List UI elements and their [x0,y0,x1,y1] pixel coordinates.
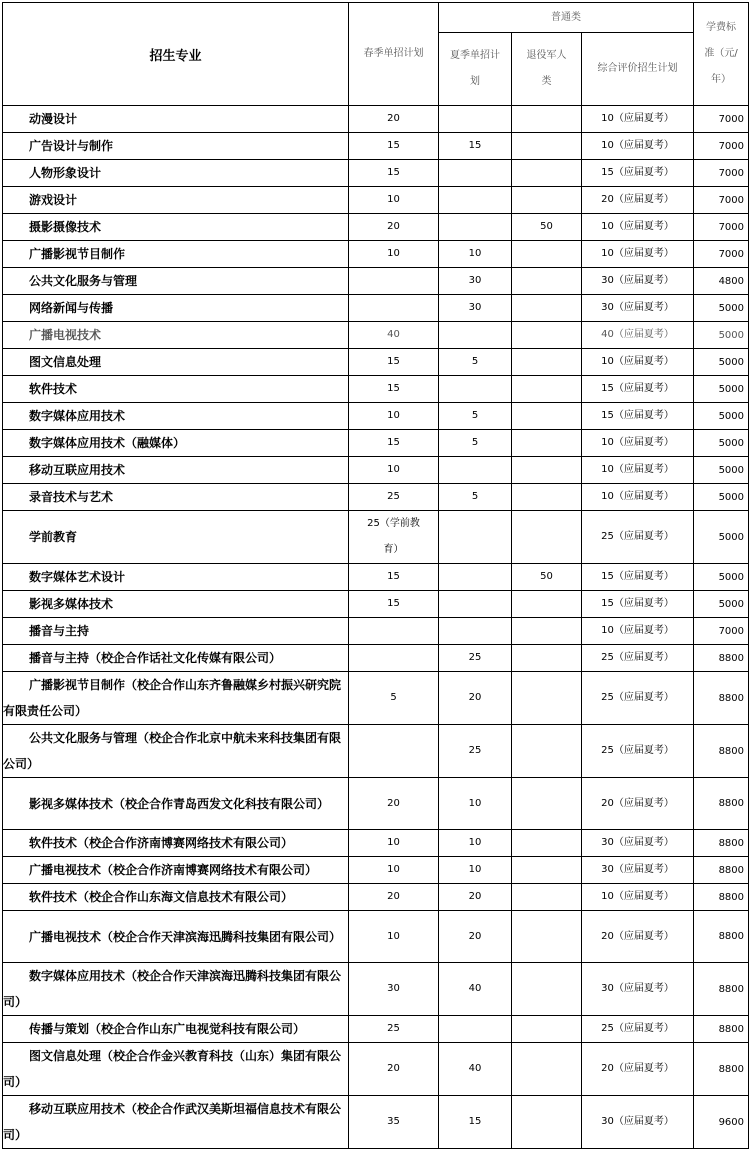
comprehensive-cell: 15（应届夏考） [582,564,694,591]
comprehensive-cell: 15（应届夏考） [582,376,694,403]
summer-cell: 25 [439,645,512,672]
spring-cell: 20 [349,106,439,133]
summer-cell: 25 [439,725,512,778]
veteran-cell: 50 [512,564,582,591]
spring-cell: 30 [349,963,439,1016]
summer-cell [439,511,512,564]
veteran-cell [512,618,582,645]
comprehensive-cell: 30（应届夏考） [582,830,694,857]
comprehensive-cell: 10（应届夏考） [582,884,694,911]
fee-cell: 5000 [694,322,749,349]
major-cell: 软件技术（校企合作济南博赛网络技术有限公司） [3,830,349,857]
table-row [3,618,749,645]
major-cell: 数字媒体应用技术（校企合作天津滨海迅腾科技集团有限公司） [3,963,349,1016]
table-row [3,857,749,884]
veteran-cell: 50 [512,214,582,241]
major-cell: 移动互联应用技术（校企合作武汉美斯坦福信息技术有限公司） [3,1096,349,1149]
major-cell: 公共文化服务与管理（校企合作北京中航未来科技集团有限公司） [3,725,349,778]
major-cell: 播音与主持 [3,618,349,645]
veteran-cell [512,349,582,376]
header-spring: 春季单招计划 [349,3,439,106]
table-row [3,830,749,857]
spring-cell: 10 [349,857,439,884]
veteran-cell [512,963,582,1016]
major-cell: 动漫设计 [3,106,349,133]
spring-cell [349,618,439,645]
major-cell: 广播影视节目制作 [3,241,349,268]
summer-cell [439,1016,512,1043]
major-cell: 广播电视技术（校企合作天津滨海迅腾科技集团有限公司） [3,911,349,963]
comprehensive-cell: 30（应届夏考） [582,295,694,322]
spring-cell [349,725,439,778]
spring-cell [349,268,439,295]
major-cell: 传播与策划（校企合作山东广电视觉科技有限公司） [3,1016,349,1043]
spring-cell: 15 [349,133,439,160]
fee-cell: 7000 [694,214,749,241]
table-row [3,564,749,591]
summer-cell: 40 [439,1043,512,1096]
major-cell: 数字媒体艺术设计 [3,564,349,591]
veteran-cell [512,376,582,403]
major-cell: 人物形象设计 [3,160,349,187]
comprehensive-cell: 15（应届夏考） [582,591,694,618]
fee-cell: 8800 [694,884,749,911]
summer-cell [439,457,512,484]
veteran-cell [512,322,582,349]
major-cell: 游戏设计 [3,187,349,214]
comprehensive-cell: 25（应届夏考） [582,645,694,672]
table-row [3,645,749,672]
major-cell: 录音技术与艺术 [3,484,349,511]
veteran-cell [512,725,582,778]
spring-cell: 10 [349,830,439,857]
spring-cell: 10 [349,403,439,430]
spring-cell: 10 [349,457,439,484]
fee-cell: 8800 [694,725,749,778]
summer-cell [439,376,512,403]
comprehensive-cell: 30（应届夏考） [582,268,694,295]
fee-cell: 8800 [694,1016,749,1043]
veteran-cell [512,884,582,911]
fee-cell: 5000 [694,403,749,430]
major-cell: 数字媒体应用技术 [3,403,349,430]
major-cell: 影视多媒体技术（校企合作青岛西发文化科技有限公司） [3,778,349,830]
comprehensive-cell: 15（应届夏考） [582,160,694,187]
major-cell: 图文信息处理（校企合作金兴教育科技（山东）集团有限公司） [3,1043,349,1096]
table-row [3,268,749,295]
fee-cell: 5000 [694,457,749,484]
fee-cell: 5000 [694,591,749,618]
table-row [3,187,749,214]
table-row [3,911,749,963]
comprehensive-cell: 10（应届夏考） [582,430,694,457]
spring-cell: 20 [349,214,439,241]
major-cell: 摄影摄像技术 [3,214,349,241]
veteran-cell [512,672,582,725]
veteran-cell [512,106,582,133]
table-row [3,1043,749,1096]
spring-cell: 15 [349,349,439,376]
comprehensive-cell: 10（应届夏考） [582,484,694,511]
comprehensive-cell: 10（应届夏考） [582,214,694,241]
major-cell: 影视多媒体技术 [3,591,349,618]
table-row [3,778,749,830]
table-row [3,591,749,618]
summer-cell [439,106,512,133]
header-comprehensive: 综合评价招生计划 [582,33,694,106]
spring-cell: 20 [349,1043,439,1096]
fee-cell: 7000 [694,160,749,187]
comprehensive-cell: 25（应届夏考） [582,672,694,725]
comprehensive-cell: 30（应届夏考） [582,1096,694,1149]
fee-cell: 7000 [694,187,749,214]
fee-cell: 8800 [694,830,749,857]
table-row [3,133,749,160]
header-major: 招生专业 [3,3,349,106]
veteran-cell [512,295,582,322]
comprehensive-cell: 10（应届夏考） [582,106,694,133]
table-row [3,672,749,725]
summer-cell: 10 [439,778,512,830]
veteran-cell [512,133,582,160]
summer-cell [439,591,512,618]
summer-cell: 10 [439,857,512,884]
summer-cell: 15 [439,133,512,160]
fee-cell: 5000 [694,430,749,457]
spring-cell: 15 [349,376,439,403]
table-row [3,403,749,430]
comprehensive-cell: 20（应届夏考） [582,187,694,214]
summer-cell [439,187,512,214]
summer-cell: 10 [439,241,512,268]
veteran-cell [512,857,582,884]
table-row [3,884,749,911]
comprehensive-cell: 10（应届夏考） [582,349,694,376]
fee-cell: 7000 [694,241,749,268]
veteran-cell [512,484,582,511]
comprehensive-cell: 20（应届夏考） [582,911,694,963]
comprehensive-cell: 10（应届夏考） [582,618,694,645]
fee-cell: 8800 [694,778,749,830]
fee-cell: 5000 [694,376,749,403]
veteran-cell [512,645,582,672]
summer-cell: 40 [439,963,512,1016]
major-cell: 网络新闻与传播 [3,295,349,322]
veteran-cell [512,457,582,484]
veteran-cell [512,241,582,268]
header-summer: 夏季单招计划 [439,33,512,106]
summer-cell: 20 [439,672,512,725]
spring-cell: 10 [349,187,439,214]
summer-cell: 30 [439,268,512,295]
table-row [3,241,749,268]
table-row [3,376,749,403]
summer-cell: 20 [439,911,512,963]
table-row [3,1096,749,1149]
comprehensive-cell: 25（应届夏考） [582,725,694,778]
major-cell: 广播电视技术（校企合作济南博赛网络技术有限公司） [3,857,349,884]
spring-cell: 5 [349,672,439,725]
major-cell: 广播影视节目制作（校企合作山东齐鲁融媒乡村振兴研究院有限责任公司） [3,672,349,725]
veteran-cell [512,778,582,830]
comprehensive-cell: 20（应届夏考） [582,778,694,830]
table-row [3,963,749,1016]
fee-cell: 7000 [694,618,749,645]
veteran-cell [512,511,582,564]
comprehensive-cell: 10（应届夏考） [582,457,694,484]
major-cell: 图文信息处理 [3,349,349,376]
spring-cell: 15 [349,564,439,591]
table-row [3,484,749,511]
comprehensive-cell: 15（应届夏考） [582,403,694,430]
summer-cell [439,160,512,187]
comprehensive-cell: 20（应届夏考） [582,1043,694,1096]
fee-cell: 5000 [694,564,749,591]
veteran-cell [512,430,582,457]
table-row [3,511,749,564]
spring-cell: 15 [349,160,439,187]
veteran-cell [512,160,582,187]
fee-cell: 8800 [694,1043,749,1096]
table-row [3,725,749,778]
fee-cell: 8800 [694,963,749,1016]
table-row [3,295,749,322]
summer-cell: 5 [439,349,512,376]
spring-cell: 35 [349,1096,439,1149]
spring-cell [349,295,439,322]
summer-cell: 20 [439,884,512,911]
comprehensive-cell: 25（应届夏考） [582,1016,694,1043]
major-cell: 学前教育 [3,511,349,564]
veteran-cell [512,830,582,857]
summer-cell: 5 [439,484,512,511]
fee-cell: 5000 [694,511,749,564]
veteran-cell [512,1016,582,1043]
comprehensive-cell: 30（应届夏考） [582,857,694,884]
comprehensive-cell: 10（应届夏考） [582,241,694,268]
veteran-cell [512,591,582,618]
fee-cell: 8800 [694,672,749,725]
veteran-cell [512,911,582,963]
summer-cell: 5 [439,403,512,430]
major-cell: 广告设计与制作 [3,133,349,160]
table-row [3,457,749,484]
table-row [3,106,749,133]
header-general: 普通类 [439,3,694,33]
summer-cell: 15 [439,1096,512,1149]
table-row [3,349,749,376]
fee-cell: 5000 [694,349,749,376]
table-row [3,1016,749,1043]
veteran-cell [512,187,582,214]
spring-cell: 15 [349,430,439,457]
major-cell: 移动互联应用技术 [3,457,349,484]
major-cell: 软件技术 [3,376,349,403]
summer-cell: 10 [439,830,512,857]
veteran-cell [512,403,582,430]
summer-cell: 5 [439,430,512,457]
veteran-cell [512,1043,582,1096]
spring-cell: 15 [349,591,439,618]
fee-cell: 8800 [694,645,749,672]
fee-cell: 7000 [694,106,749,133]
spring-cell: 25 [349,1016,439,1043]
table-row [3,430,749,457]
fee-cell: 5000 [694,295,749,322]
major-cell: 公共文化服务与管理 [3,268,349,295]
fee-cell: 8800 [694,911,749,963]
table-row [3,214,749,241]
fee-cell: 4800 [694,268,749,295]
spring-cell [349,645,439,672]
spring-cell: 20 [349,778,439,830]
comprehensive-cell: 25（应届夏考） [582,511,694,564]
spring-cell: 40 [349,322,439,349]
summer-cell [439,564,512,591]
spring-cell: 25 [349,484,439,511]
comprehensive-cell: 40（应届夏考） [582,322,694,349]
major-cell: 播音与主持（校企合作话社文化传媒有限公司） [3,645,349,672]
comprehensive-cell: 30（应届夏考） [582,963,694,1016]
table-row [3,322,749,349]
summer-cell [439,322,512,349]
spring-cell: 10 [349,241,439,268]
fee-cell: 8800 [694,857,749,884]
summer-cell [439,214,512,241]
spring-cell: 25（学前教育） [349,511,439,564]
major-cell: 软件技术（校企合作山东海文信息技术有限公司） [3,884,349,911]
header-veteran: 退役军人类 [512,33,582,106]
major-cell: 数字媒体应用技术（融媒体） [3,430,349,457]
comprehensive-cell: 10（应届夏考） [582,133,694,160]
header-fee: 学费标准（元/年） [694,3,749,106]
fee-cell: 5000 [694,484,749,511]
fee-cell: 7000 [694,133,749,160]
spring-cell: 20 [349,884,439,911]
major-cell: 广播电视技术 [3,322,349,349]
spring-cell: 10 [349,911,439,963]
table-body [3,106,749,1149]
enrollment-table [2,2,749,1149]
summer-cell [439,618,512,645]
veteran-cell [512,268,582,295]
veteran-cell [512,1096,582,1149]
summer-cell: 30 [439,295,512,322]
table-row [3,160,749,187]
fee-cell: 9600 [694,1096,749,1149]
